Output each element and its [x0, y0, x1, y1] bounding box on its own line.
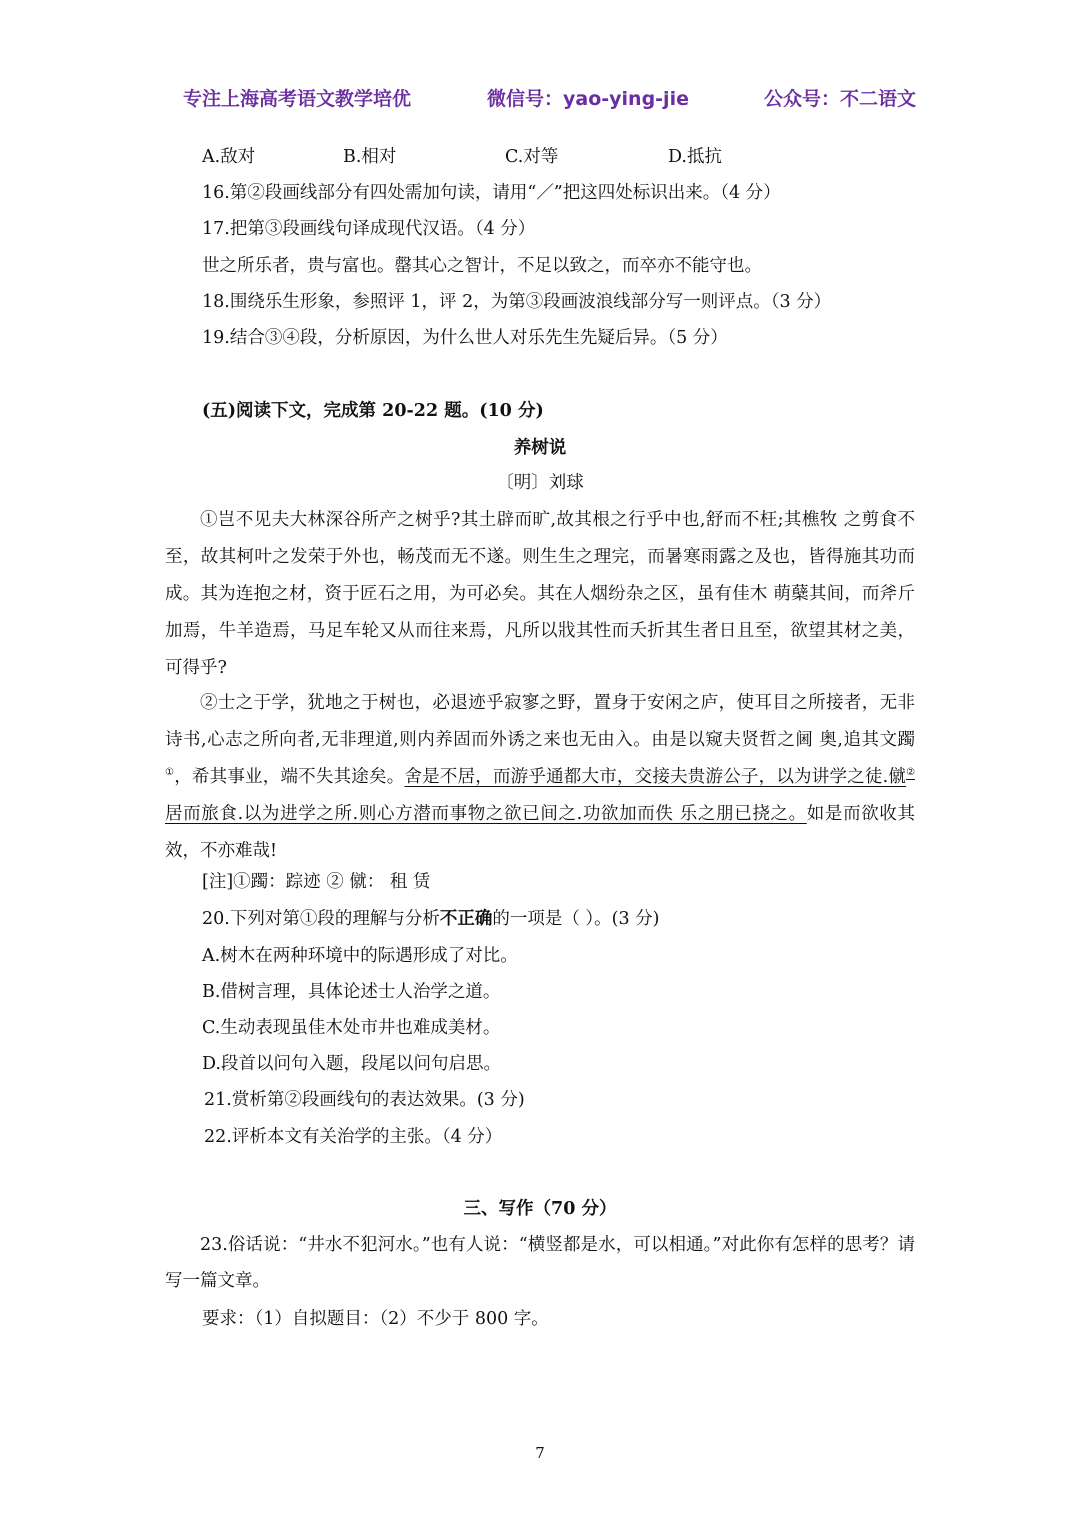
q17-sentence: 世之所乐者，贵与富也。罄其心之智计，不足以致之，而卒亦不能守也。 [202, 256, 762, 276]
q20-option-b: B.借树言理，具体论述士人治学之道。 [202, 982, 501, 1002]
q20-text-a: 20.下列对第①段的理解与分析 [202, 909, 440, 929]
q20-text-b: 的一项是（ ）。(3 分) [492, 909, 660, 929]
q15-option-b: B.相对 [343, 147, 397, 167]
underlined-sentence-b: 居而旅食.以为进学之所.则心方潜而事物之欲已间之.功欲加而佚 乐之朋已挠之。 [165, 804, 807, 824]
question-18: 18.围绕乐生形象，参照评 1，评 2，为第③段画波浪线部分写一则评点。（3 分） [202, 292, 832, 312]
q15-option-d: D.抵抗 [668, 147, 722, 167]
header-left: 专注上海高考语文教学培优 [183, 88, 412, 110]
question-21: 21.赏析第②段画线句的表达效果。(3 分) [204, 1090, 525, 1110]
question-20 [202, 907, 660, 931]
paragraph-2 [165, 685, 915, 870]
paragraph-1: ①岂不见夫大林深谷所产之树乎?其土辟而旷,故其根之行乎中也,舒而不枉;其樵牧 之剪食不至，故其柯叶之发荣于外也，畅茂而无不遂。则生生之理完，而暑寒雨露之及也，皆得施其功而成。其为连抱之材，资于匠石之用，为可必矣。其在人烟纷杂之区，虽有佳木 萌蘖其间，而斧斤加焉，牛羊造焉，马足车轮又从而往来焉，凡所以戕其性而夭折其生者日且至，欲望其材之美，可得乎? [165, 510, 915, 678]
header-wechat: 微信号：yao-ying-jie [487, 88, 689, 110]
question-16: 16.第②段画线部分有四处需加句读，请用“／”把这四处标识出来。（4 分） [202, 183, 781, 203]
q20-option-c: C.生动表现虽佳木处市井也难成美材。 [202, 1018, 501, 1038]
page-number: 7 [535, 1444, 545, 1462]
writing-requirement: 要求：（1）自拟题目：（2）不少于 800 字。 [202, 1309, 549, 1329]
footnote-marker-2: ② [906, 767, 916, 779]
q20-option-a: A.树木在两种环境中的际遇形成了对比。 [202, 946, 518, 966]
paragraph-2-text-a: ②士之于学，犹地之于树也，必退迹乎寂寥之野，置身于安闲之庐，使耳目之所接者，无非诗书,心志之所向者,无非理道,则内养固而外诱之来也无由入。由是以窥夫贤哲之阃 奥,追其文躅 [165, 693, 915, 750]
footnote: [注]①躅：踪迹 ② 僦： 租 赁 [202, 872, 431, 892]
q20-option-d: D.段首以问句入题，段尾以问句启思。 [202, 1054, 501, 1074]
essay-title: 养树说 [513, 438, 567, 458]
header-account: 公众号：不二语文 [764, 88, 917, 110]
question-23: 23.俗话说：“井水不犯河水。”也有人说：“横竖都是水，可以相通。”对此你有怎样的思考？请写一篇文章。 [165, 1235, 915, 1291]
q15-option-a: A.敌对 [202, 147, 256, 167]
question-19: 19.结合③④段，分析原因，为什么世人对乐先生先疑后异。（5 分） [202, 328, 728, 348]
page-header [0, 84, 1080, 114]
question-17: 17.把第③段画线句译成现代汉语。（4 分） [202, 219, 536, 239]
section-3-title: 三、写作（70 分） [463, 1199, 617, 1219]
essay-author: 〔明〕刘球 [496, 473, 584, 493]
section-5-title: (五)阅读下文，完成第 20-22 题。(10 分) [202, 401, 544, 421]
paragraph-2-text-b: ，希其事业，端不失其途矣。 [174, 767, 405, 787]
question-22: 22.评析本文有关治学的主张。（4 分） [204, 1127, 503, 1147]
q20-emphasis: 不正确 [439, 909, 493, 929]
paragraph-2-text-c: 如是而欲收其效，不亦难哉! [165, 804, 916, 861]
q15-options [0, 145, 1080, 169]
q15-option-c: C.对等 [505, 147, 559, 167]
footnote-marker-1: ① [165, 767, 175, 779]
underlined-sentence-a: 舍是不居，而游乎通都大市，交接夫贵游公子，以为讲学之徒.僦 [404, 767, 907, 787]
